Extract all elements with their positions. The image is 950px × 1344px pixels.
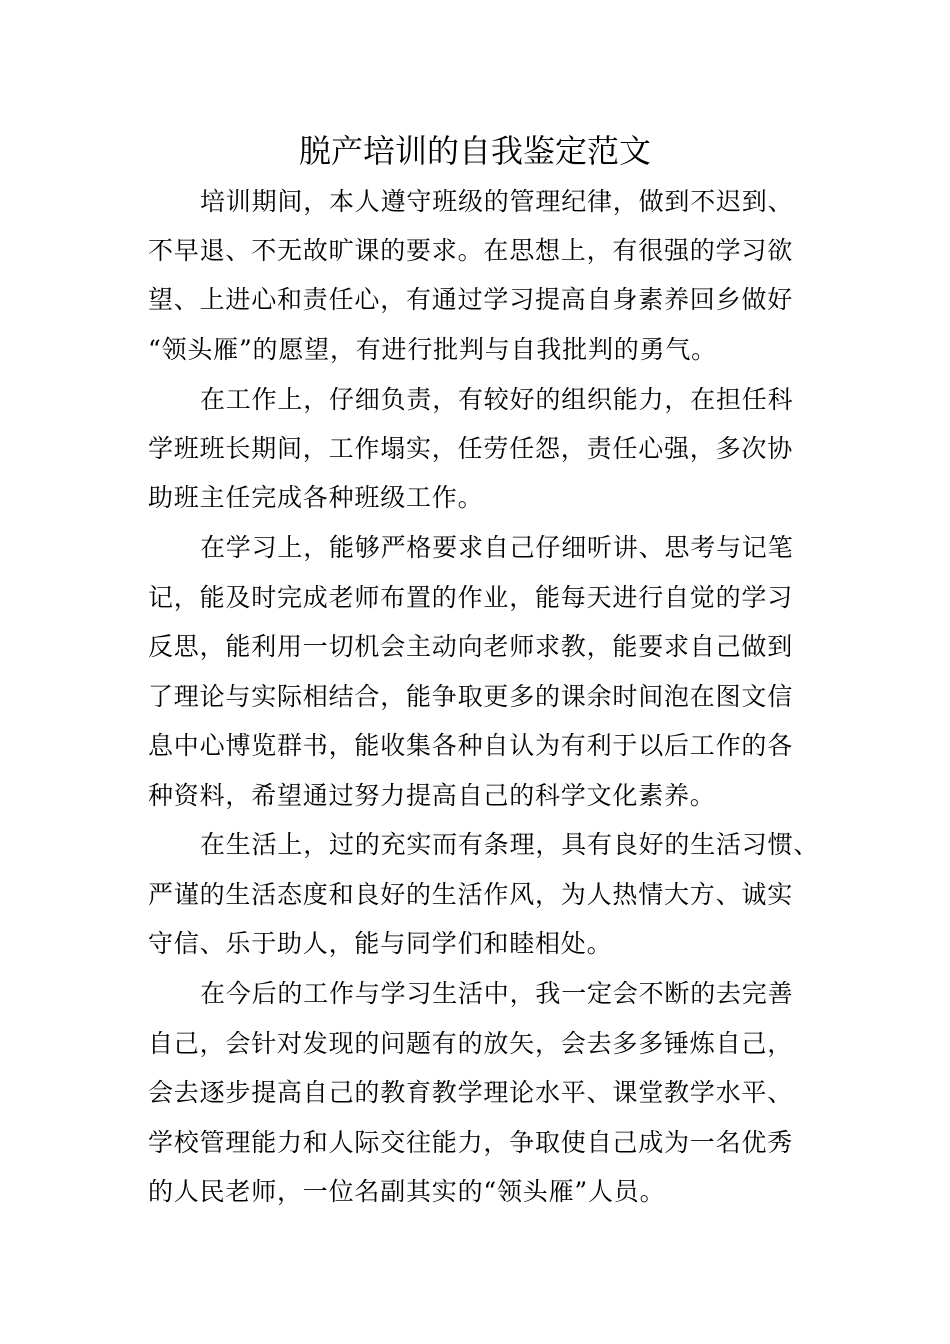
paragraph-3-line-2: 记，能及时完成老师布置的作业，能每天进行自觉的学习 [148,583,794,612]
paragraph-4-line-3: 守信、乐于助人，能与同学们和睦相处。 [148,929,613,958]
paragraph-3-line-1: 在学习上，能够严格要求自己仔细听讲、思考与记笔 [200,533,794,562]
paragraph-5-line-5: 的人民老师，一位名副其实的“领头雁”人员。 [148,1177,666,1206]
paragraph-1-line-1: 培训期间，本人遵守班级的管理纪律，做到不迟到、 [200,187,794,216]
paragraph-4-line-1: 在生活上，过的充实而有条理，具有良好的生活习惯、 [200,830,820,859]
document-title: 脱产培训的自我鉴定范文 [298,132,651,170]
paragraph-3-line-5: 息中心博览群书，能收集各种自认为有利于以后工作的各 [148,731,794,760]
paragraph-2-line-2: 学班班长期间，工作塌实，任劳任怨，责任心强，多次协 [148,434,794,463]
paragraph-1-line-4: “领头雁”的愿望，有进行批判与自我批判的勇气。 [148,335,717,364]
paragraph-5-line-4: 学校管理能力和人际交往能力，争取使自己成为一名优秀 [148,1128,794,1157]
paragraph-3-line-3: 反思，能利用一切机会主动向老师求教，能要求自己做到 [148,632,794,661]
paragraph-1-line-2: 不早退、不无故旷课的要求。在思想上，有很强的学习欲 [148,236,794,265]
paragraph-3-line-6: 种资料，希望通过努力提高自己的科学文化素养。 [148,781,716,810]
paragraph-2-line-3: 助班主任完成各种班级工作。 [148,483,484,512]
paragraph-3-line-4: 了理论与实际相结合，能争取更多的课余时间泡在图文信 [148,682,794,711]
paragraph-5-line-2: 自己，会针对发现的问题有的放矢，会去多多锤炼自己， [148,1029,794,1058]
paragraph-1-line-3: 望、上进心和责任心，有通过学习提高自身素养回乡做好 [148,285,794,314]
paragraph-5-line-3: 会去逐步提高自己的教育教学理论水平、课堂教学水平、 [148,1078,794,1107]
paragraph-4-line-2: 严谨的生活态度和良好的生活作风，为人热情大方、诚实 [148,880,794,909]
paragraph-5-line-1: 在今后的工作与学习生活中，我一定会不断的去完善 [200,979,794,1008]
paragraph-2-line-1: 在工作上，仔细负责，有较好的组织能力，在担任科 [200,385,794,414]
